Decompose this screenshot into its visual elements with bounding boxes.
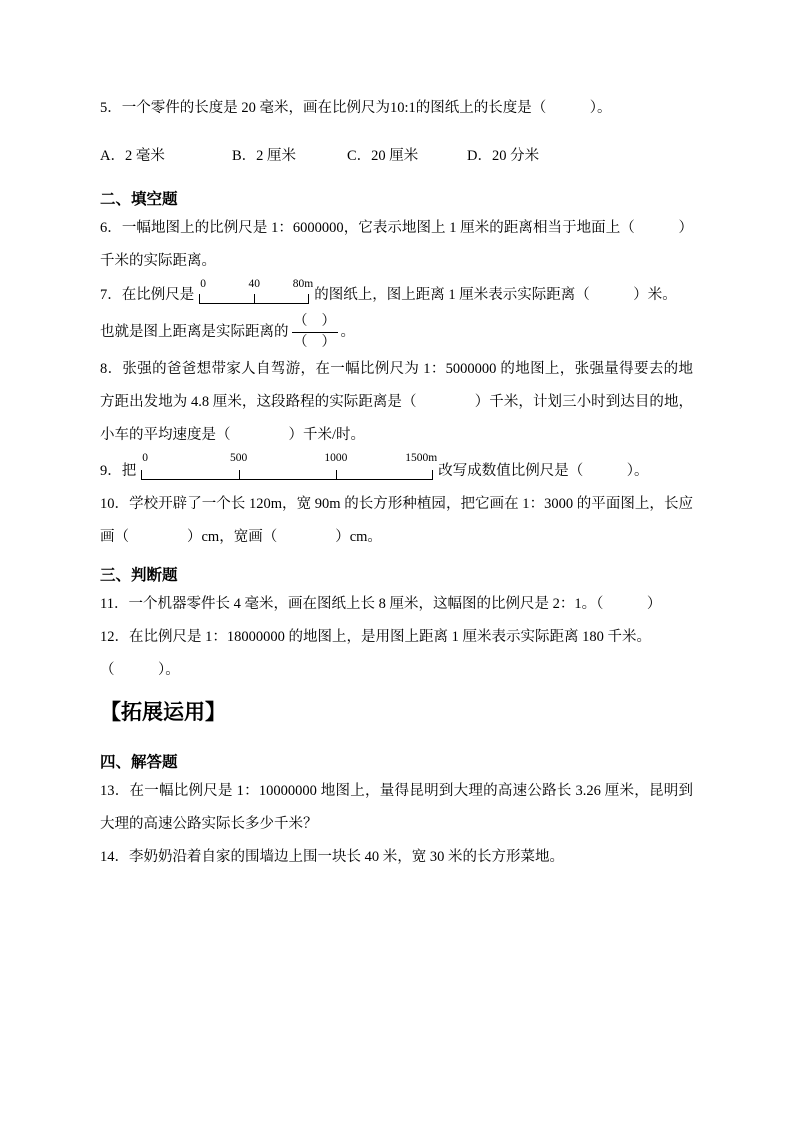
scale-bar-label-80m: 80m (292, 278, 314, 290)
banner-expand-apply: 【拓展运用】 (100, 701, 226, 724)
scale-bar-tick (239, 470, 240, 479)
question-11: 11．一个机器零件长 4 毫米，画在图纸上长 8 厘米，这幅图的比例尺是 2：1。（ ） (100, 596, 662, 612)
question-9 (100, 452, 693, 488)
question-7-line2-suffix: 。 (340, 323, 355, 340)
question-12-line1: 12．在比例尺是 1：18000000 的地图上，是用图上距离 1 厘米表示实际距离 180 千米。 (100, 629, 651, 645)
question-7-continued (100, 312, 693, 353)
question-14: 14．李奶奶沿着自家的围墙边上围一块长 40 米，宽 30 米的长方形菜地。 (100, 849, 564, 865)
section-heading-solve: 四、解答题 (100, 754, 178, 771)
question-7-suffix: 的图纸上，图上距离 1 厘米表示实际距离（ ）米。 (314, 287, 677, 303)
option-d: D．20 分米 (467, 148, 540, 164)
fraction-blank (292, 312, 338, 353)
question-7-line2-prefix: 也就是图上距离是实际距离的 (100, 323, 289, 340)
question-10: 10．学校开辟了一个长 120m，宽 90m 的长方形种植园，把它画在 1：3000 的平面图上，长应画（ ）cm，宽画（ ）cm。 (100, 496, 693, 545)
scale-bar-ruler (141, 470, 433, 480)
question-7-prefix: 7．在比例尺是 (100, 287, 195, 303)
section-heading-judge: 三、判断题 (100, 567, 178, 584)
question-7 (100, 278, 693, 312)
scale-bar-1500m (141, 452, 438, 482)
scale-bar-label-0: 0 (142, 452, 148, 464)
option-c: C．20 厘米 (347, 148, 419, 164)
question-12 (100, 621, 693, 687)
question-9-prefix: 9．把 (100, 463, 137, 479)
scale-bar-tick (336, 470, 337, 479)
scale-bar-label-40: 40 (248, 278, 260, 290)
question-9-suffix: 改写成数值比例尺是（ ）。 (438, 463, 649, 479)
question-5: 5．一个零件的长度是 20 毫米，画在比例尺为10:1的图纸上的长度是（ ）。 (100, 100, 612, 116)
scale-bar-80m (199, 278, 314, 306)
option-b: B．2 厘米 (232, 148, 297, 164)
question-12-line2: （ ）。 (100, 662, 180, 678)
question-8: 8．张强的爸爸想带家人自驾游，在一幅比例尺为 1：5000000 的地图上，张强量得要去的地方距出发地为 4.8 厘米，这段路程的实际距离是（ ）千米，计划三小时到达目的地，小车的平均速度是（ ）千米/时。 (100, 361, 693, 443)
question-13: 13．在一幅比例尺是 1：10000000 地图上，量得昆明到大理的高速公路长 3.26 厘米，昆明到大理的高速公路实际长多少千米？ (100, 783, 693, 832)
scale-bar-ruler (199, 294, 309, 304)
scale-bar-label-0: 0 (200, 278, 206, 290)
section-heading-fill-in: 二、填空题 (100, 191, 178, 208)
option-a: A．2 毫米 (100, 148, 165, 164)
scale-bar-label-1500m: 1500m (405, 452, 438, 464)
question-5-options (100, 140, 693, 173)
question-6: 6．一幅地图上的比例尺是 1：6000000，它表示地图上 1 厘米的距离相当于地面上（ ）千米的实际距离。 (100, 220, 693, 269)
fraction-denominator: （ ） (292, 332, 338, 353)
scale-bar-tick (254, 294, 255, 303)
scale-bar-label-500: 500 (229, 452, 248, 464)
fraction-numerator: （ ） (293, 314, 336, 329)
scale-bar-label-1000: 1000 (324, 452, 348, 464)
